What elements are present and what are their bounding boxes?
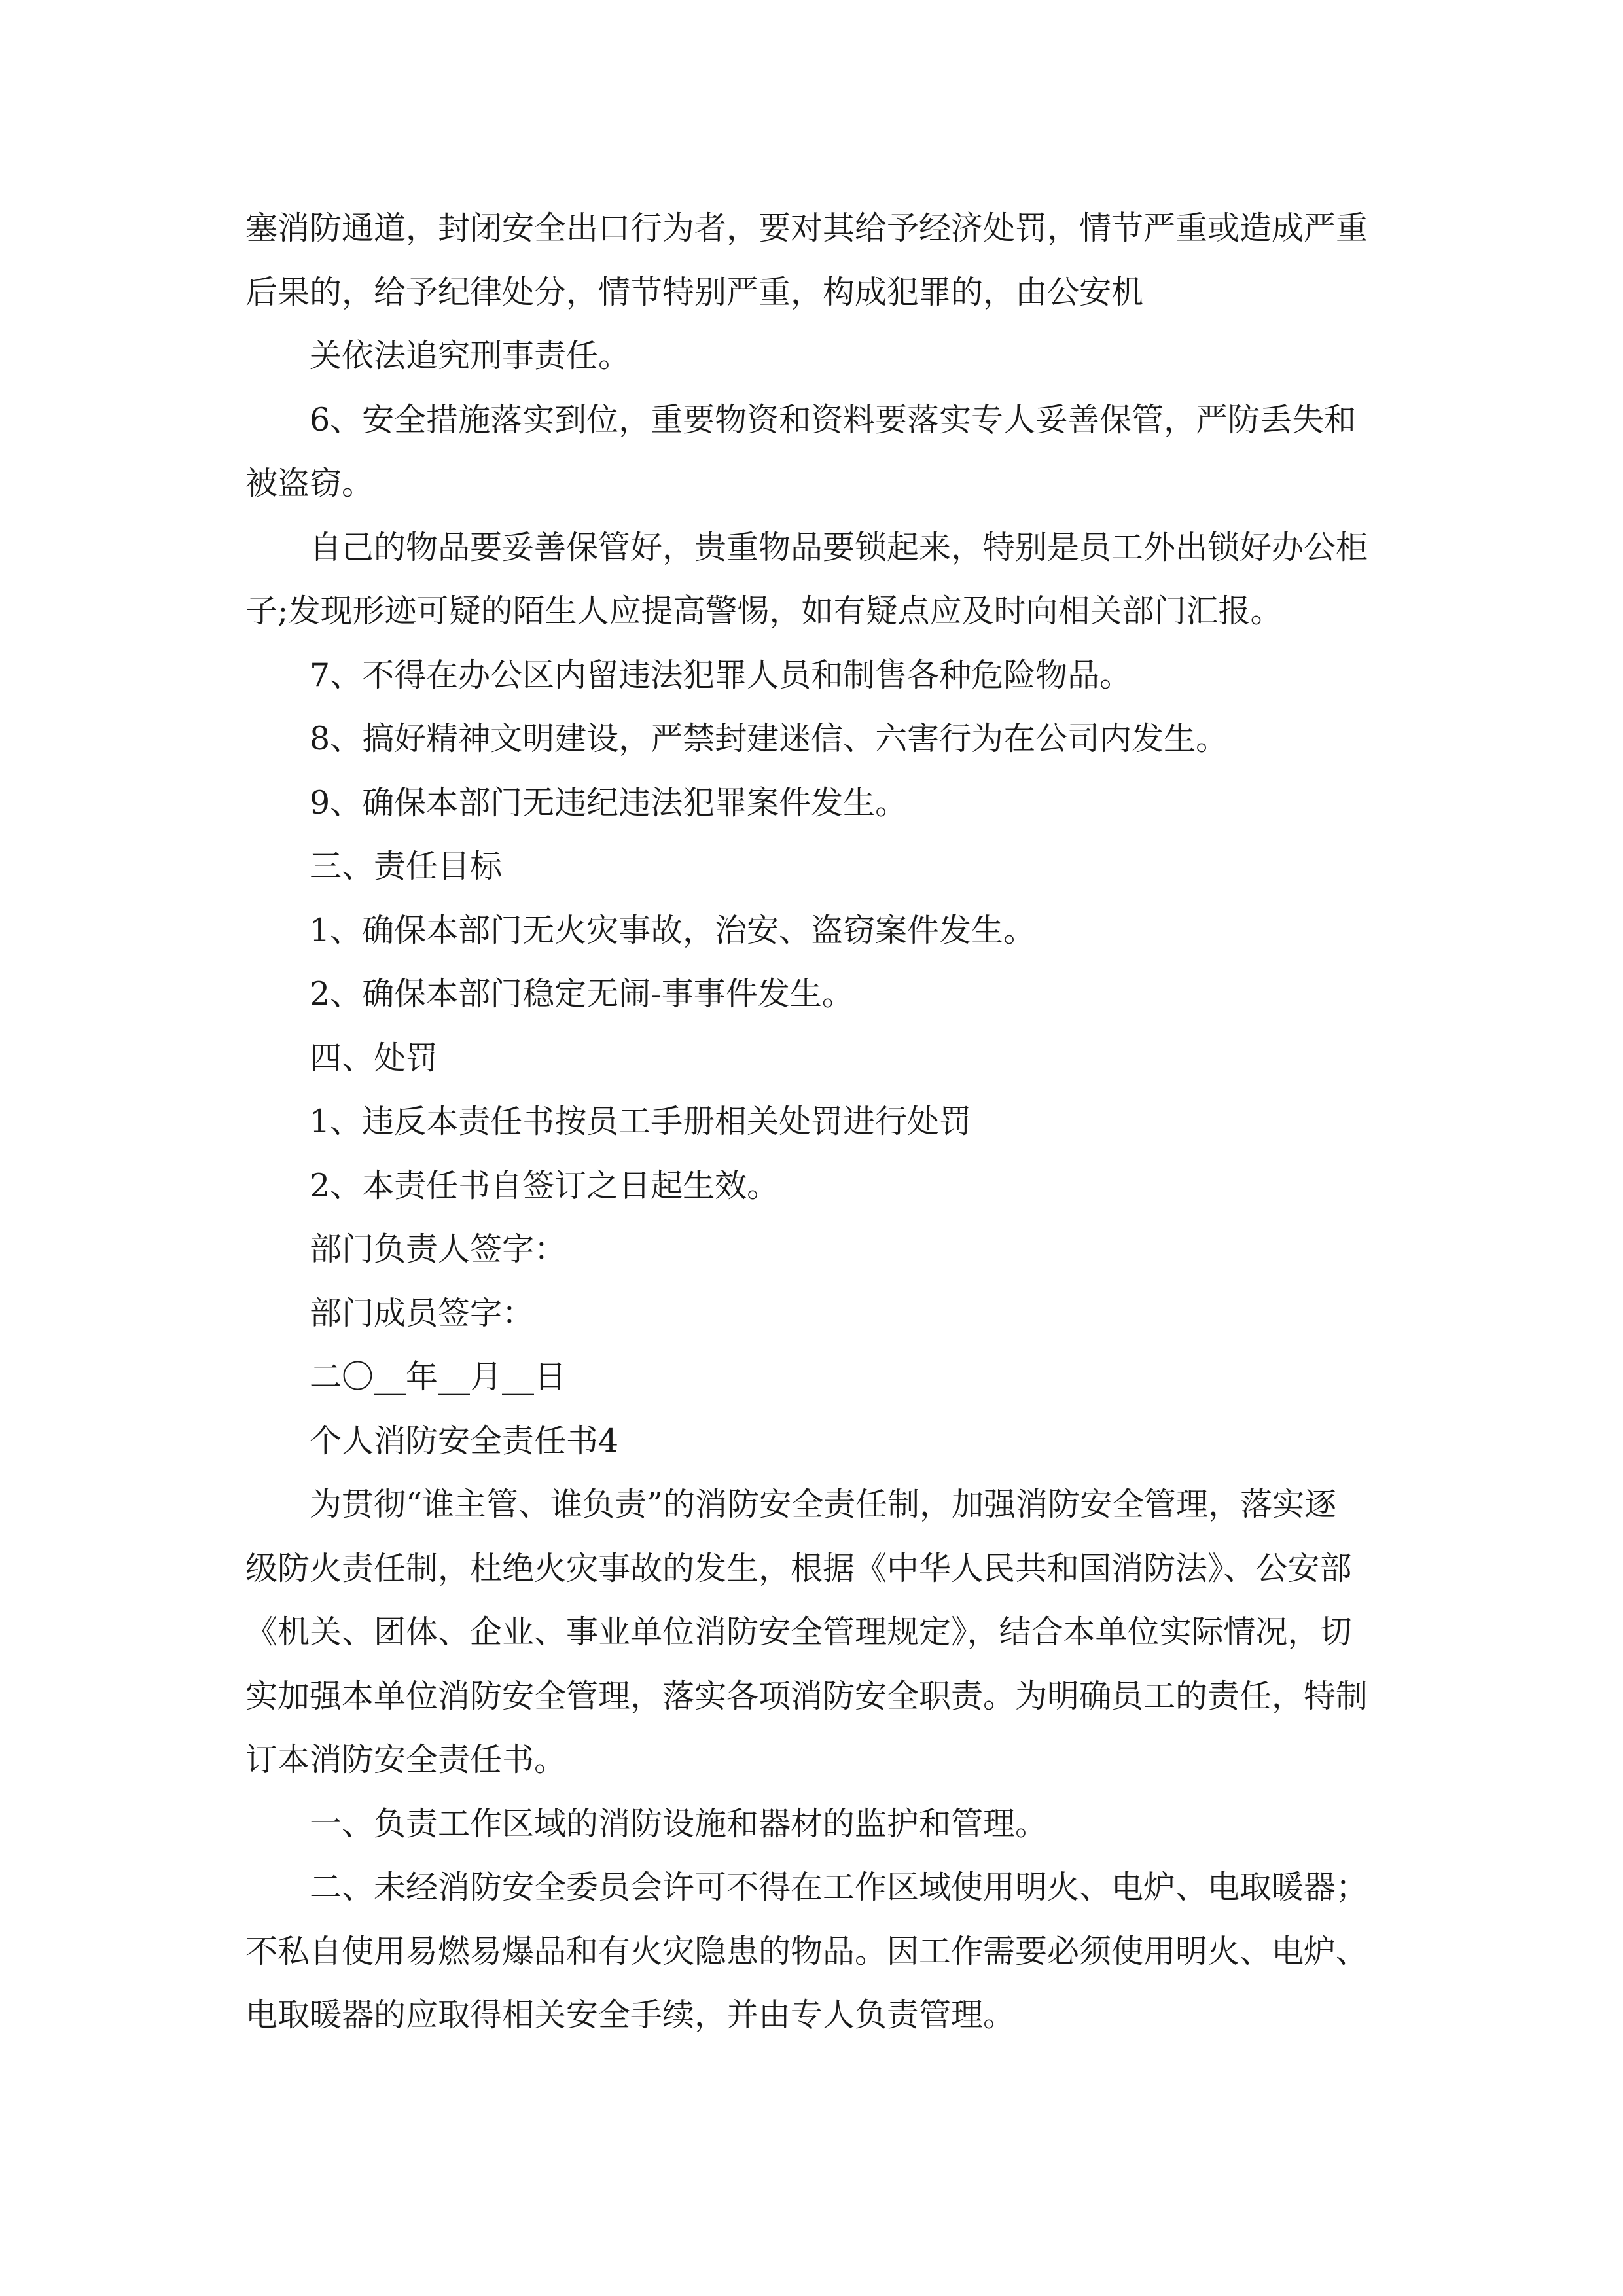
paragraph	[245, 324, 1397, 388]
text-line: 1、违反本责任书按员工手册相关处罚进行处罚	[310, 1103, 972, 1140]
text-line: 部门成员签字：	[310, 1294, 535, 1332]
paragraph-intro	[245, 1473, 1397, 1792]
text-line: 个人消防安全责任书4	[310, 1422, 619, 1460]
paragraph	[245, 1154, 1397, 1218]
paragraph-item-8	[245, 707, 1397, 771]
text-line: 不私自使用易燃易爆品和有火灾隐患的物品。因工作需要必须使用明火、电炉、	[245, 1932, 1368, 1970]
paragraph	[245, 962, 1397, 1026]
text-line: 2、本责任书自签订之日起生效。	[310, 1166, 779, 1204]
text-line: 自己的物品要妥善保管好，贵重物品要锁起来，特别是员工外出锁好办公柜	[310, 528, 1368, 566]
text-line: 塞消防通道，封闭安全出口行为者，要对其给予经济处罚，情节严重或造成严重	[245, 209, 1368, 247]
text-line: 6、安全措施落实到位，重要物资和资料要落实专人妥善保管，严防丢失和	[310, 401, 1357, 439]
text-line: 7、不得在办公区内留违法犯罪人员和制售各种危险物品。	[310, 656, 1132, 694]
section-heading-penalties	[245, 1026, 1397, 1090]
paragraph	[245, 196, 1397, 324]
paragraph-item-7	[245, 643, 1397, 708]
paragraph-clause-2	[245, 1856, 1397, 2047]
text-line: 被盗窃。	[245, 465, 374, 502]
paragraph	[245, 516, 1397, 643]
text-line: 电取暖器的应取得相关安全手续，并由专人负责管理。	[245, 1996, 1016, 2034]
text-line: 8、搞好精神文明建设，严禁封建迷信、六害行为在公司内发生。	[310, 720, 1228, 757]
text-line: 子;发现形迹可疑的陌生人应提高警惕，如有疑点应及时向相关部门汇报。	[245, 592, 1283, 630]
text-line: 订本消防安全责任书。	[245, 1741, 567, 1778]
document-body	[245, 196, 1397, 2047]
text-line: 2、确保本部门稳定无闹-事事件发生。	[310, 975, 854, 1013]
paragraph	[245, 899, 1397, 963]
paragraph	[245, 1090, 1397, 1154]
paragraph-item-9	[245, 771, 1397, 835]
text-line: 关依法追究刑事责任。	[310, 337, 631, 374]
text-line: 级防火责任制，杜绝火灾事故的发生，根据《中华人民共和国消防法》、公安部	[245, 1549, 1352, 1587]
text-line: 三、责任目标	[310, 848, 503, 885]
paragraph-clause-1	[245, 1792, 1397, 1856]
text-line: 实加强本单位消防安全管理，落实各项消防安全职责。为明确员工的责任，特制	[245, 1677, 1368, 1715]
text-line: 《机关、团体、企业、事业单位消防安全管理规定》，结合本单位实际情况，切	[245, 1613, 1352, 1651]
signature-dept-members	[245, 1282, 1397, 1346]
document-title	[245, 1409, 1397, 1473]
text-line: 为贯彻“谁主管、谁负责”的消防安全责任制，加强消防安全管理，落实逐	[310, 1486, 1337, 1523]
text-line: 二〇__年__月__日	[310, 1358, 567, 1395]
text-line: 1、确保本部门无火灾事故，治安、盗窃案件发生。	[310, 911, 1036, 949]
text-line: 部门负责人签字：	[310, 1230, 567, 1268]
text-line: 四、处罚	[310, 1039, 438, 1077]
text-line: 后果的，给予纪律处分，情节特别严重，构成犯罪的，由公安机	[245, 273, 1144, 311]
signature-dept-head	[245, 1217, 1397, 1282]
text-line: 9、确保本部门无违纪违法犯罪案件发生。	[310, 783, 908, 821]
section-heading-responsibility-goals	[245, 834, 1397, 899]
text-line: 一、负责工作区域的消防设施和器材的监护和管理。	[310, 1804, 1048, 1842]
paragraph-item-6	[245, 388, 1397, 516]
date-line	[245, 1345, 1397, 1409]
text-line: 二、未经消防安全委员会许可不得在工作区域使用明火、电炉、电取暖器；	[310, 1869, 1368, 1906]
